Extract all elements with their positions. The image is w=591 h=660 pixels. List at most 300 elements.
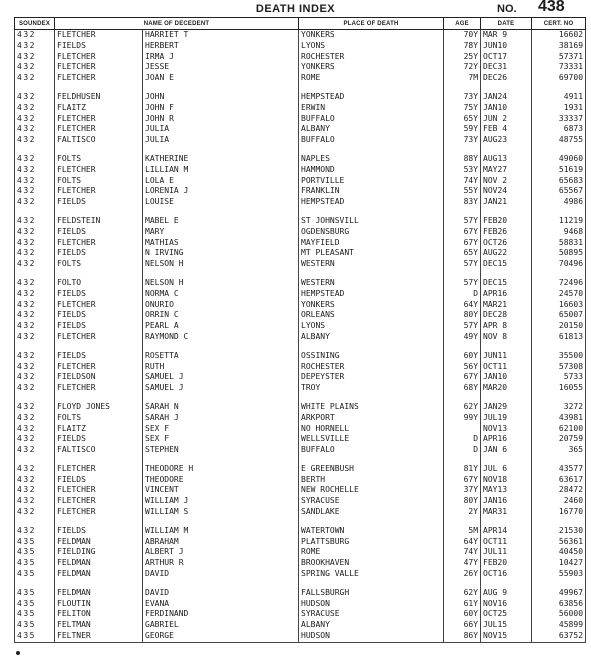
table-row xyxy=(15,41,586,52)
cell-soundex: 432 xyxy=(15,351,55,362)
cell-age: 62Y xyxy=(444,588,481,599)
col-header-place: PLACE OF DEATH xyxy=(299,18,444,30)
cell-date: APR 8 xyxy=(481,321,532,332)
cell-given: SAMUEL J xyxy=(143,383,299,394)
cell-cert: 10427 xyxy=(532,558,586,569)
cell-place: HEMPSTEAD xyxy=(299,197,444,208)
cell-date: JUN11 xyxy=(481,351,532,362)
cell-surname: FIELDS xyxy=(55,248,143,259)
cell-surname: FLETCHER xyxy=(55,496,143,507)
cell-place: SPRING VALLE xyxy=(299,569,444,580)
separator-cell xyxy=(481,270,532,278)
cell-date: DEC15 xyxy=(481,278,532,289)
separator-cell xyxy=(15,343,55,351)
cell-date: JAN10 xyxy=(481,103,532,114)
cell-age: 81Y xyxy=(444,464,481,475)
cell-soundex: 432 xyxy=(15,248,55,259)
cell-soundex: 432 xyxy=(15,383,55,394)
cell-cert: 43981 xyxy=(532,413,586,424)
cell-age xyxy=(444,424,481,435)
cell-surname: FELDMAN xyxy=(55,537,143,548)
cell-given: IRMA J xyxy=(143,52,299,63)
cell-cert: 62100 xyxy=(532,424,586,435)
table-row xyxy=(15,609,586,620)
cell-surname: FLETCHER xyxy=(55,362,143,373)
cell-cert: 73331 xyxy=(532,62,586,73)
cell-age: 75Y xyxy=(444,103,481,114)
separator-cell xyxy=(55,208,143,216)
separator-cell xyxy=(299,208,444,216)
table-row xyxy=(15,383,586,394)
cell-soundex: 432 xyxy=(15,464,55,475)
cell-date: APR16 xyxy=(481,434,532,445)
cell-date: OCT16 xyxy=(481,569,532,580)
cell-surname: FOLTS xyxy=(55,259,143,270)
cell-given: ARTHUR R xyxy=(143,558,299,569)
cell-soundex: 432 xyxy=(15,434,55,445)
cell-cert: 4986 xyxy=(532,197,586,208)
separator-cell xyxy=(532,270,586,278)
cell-age: 57Y xyxy=(444,216,481,227)
cell-cert: 16603 xyxy=(532,300,586,311)
cell-given: NELSON H xyxy=(143,278,299,289)
cell-given: NELSON H xyxy=(143,259,299,270)
cell-date: JAN29 xyxy=(481,402,532,413)
cell-cert: 2460 xyxy=(532,496,586,507)
cell-given: JOAN E xyxy=(143,73,299,84)
cell-date: APR14 xyxy=(481,526,532,537)
cell-surname: FIELDS xyxy=(55,227,143,238)
cell-date: DEC26 xyxy=(481,73,532,84)
cell-soundex: 432 xyxy=(15,197,55,208)
cell-soundex: 432 xyxy=(15,310,55,321)
cell-given: LOLA E xyxy=(143,176,299,187)
cell-place: ROME xyxy=(299,547,444,558)
cell-soundex: 432 xyxy=(15,332,55,343)
cell-surname: FELDMAN xyxy=(55,588,143,599)
cell-surname: FELDMAN xyxy=(55,558,143,569)
table-row xyxy=(15,227,586,238)
cell-age: 80Y xyxy=(444,496,481,507)
group-separator xyxy=(15,270,586,278)
cell-cert: 69700 xyxy=(532,73,586,84)
separator-cell xyxy=(143,84,299,92)
cell-date: MAR21 xyxy=(481,300,532,311)
table-row xyxy=(15,620,586,631)
cell-age: 74Y xyxy=(444,176,481,187)
cell-date: AUG23 xyxy=(481,135,532,146)
separator-cell xyxy=(532,456,586,464)
cell-surname: FOLTS xyxy=(55,176,143,187)
cell-place: PLATTSBURG xyxy=(299,537,444,548)
cell-given: MABEL E xyxy=(143,216,299,227)
cell-date: OCT17 xyxy=(481,52,532,63)
cell-surname: FIELDS xyxy=(55,526,143,537)
cell-surname: FIELDS xyxy=(55,289,143,300)
cell-soundex: 435 xyxy=(15,609,55,620)
cell-age: 62Y xyxy=(444,402,481,413)
cell-date: JAN16 xyxy=(481,496,532,507)
header-row xyxy=(15,18,586,30)
cell-place: YONKERS xyxy=(299,62,444,73)
cell-date: AUG13 xyxy=(481,154,532,165)
cell-given: N IRVING xyxy=(143,248,299,259)
cell-place: PORTVILLE xyxy=(299,176,444,187)
cell-age: 68Y xyxy=(444,383,481,394)
table-row xyxy=(15,197,586,208)
cell-given: NORMA C xyxy=(143,289,299,300)
cell-place: BUFFALO xyxy=(299,445,444,456)
cell-surname: FLETCHER xyxy=(55,62,143,73)
table-row xyxy=(15,300,586,311)
cell-cert: 49060 xyxy=(532,154,586,165)
separator-cell xyxy=(299,580,444,588)
cell-soundex: 435 xyxy=(15,620,55,631)
separator-cell xyxy=(299,518,444,526)
cell-surname: FELTMAN xyxy=(55,620,143,631)
cell-place: ROME xyxy=(299,73,444,84)
cell-given: EVANA xyxy=(143,599,299,610)
cell-place: OGDENSBURG xyxy=(299,227,444,238)
cell-date: JUN 2 xyxy=(481,114,532,125)
cell-date: NOV13 xyxy=(481,424,532,435)
cell-date: FEB20 xyxy=(481,558,532,569)
table-row xyxy=(15,537,586,548)
cell-given: JULIA xyxy=(143,124,299,135)
cell-given: SEX F xyxy=(143,424,299,435)
cell-given: STEPHEN xyxy=(143,445,299,456)
cell-age: D xyxy=(444,445,481,456)
cell-place: TROY xyxy=(299,383,444,394)
cell-surname: FLETCHER xyxy=(55,114,143,125)
cell-date: FEB26 xyxy=(481,227,532,238)
cell-age: 70Y xyxy=(444,30,481,41)
cell-date: MAR 9 xyxy=(481,30,532,41)
table-row xyxy=(15,547,586,558)
table-row xyxy=(15,526,586,537)
cell-surname: FLETCHER xyxy=(55,332,143,343)
table-row xyxy=(15,434,586,445)
cell-surname: FLETCHER xyxy=(55,485,143,496)
cell-surname: FLETCHER xyxy=(55,300,143,311)
col-header-cert: CERT. NO xyxy=(532,18,586,30)
cell-cert: 5733 xyxy=(532,372,586,383)
index-number-label: NO. xyxy=(497,3,517,15)
separator-cell xyxy=(532,84,586,92)
cell-surname: FLETCHER xyxy=(55,464,143,475)
cell-place: FALLSBURGH xyxy=(299,588,444,599)
cell-date: JUL15 xyxy=(481,620,532,631)
cell-date: FEB20 xyxy=(481,216,532,227)
group-separator xyxy=(15,343,586,351)
cell-surname: FIELDS xyxy=(55,197,143,208)
cell-age: 25Y xyxy=(444,52,481,63)
cell-soundex: 435 xyxy=(15,569,55,580)
cell-age: 80Y xyxy=(444,310,481,321)
separator-cell xyxy=(55,394,143,402)
cell-age: 26Y xyxy=(444,569,481,580)
cell-age: 53Y xyxy=(444,165,481,176)
cell-surname: FELTNER xyxy=(55,631,143,642)
cell-given: THEODORE xyxy=(143,475,299,486)
cell-given: ABRAHAM xyxy=(143,537,299,548)
cell-cert: 58831 xyxy=(532,238,586,249)
cell-place: LYONS xyxy=(299,41,444,52)
cell-surname: FLETCHER xyxy=(55,238,143,249)
cell-place: HEMPSTEAD xyxy=(299,92,444,103)
cell-place: WHITE PLAINS xyxy=(299,402,444,413)
table-row xyxy=(15,507,586,518)
cell-surname: FOLTO xyxy=(55,278,143,289)
cell-given: WILLIAM M xyxy=(143,526,299,537)
separator-cell xyxy=(15,580,55,588)
cell-surname: FOLTS xyxy=(55,154,143,165)
cell-given: SEX F xyxy=(143,434,299,445)
cell-age: 99Y xyxy=(444,413,481,424)
group-separator xyxy=(15,208,586,216)
cell-date: NOV15 xyxy=(481,631,532,642)
cell-surname: FLETCHER xyxy=(55,30,143,41)
separator-cell xyxy=(143,456,299,464)
group-separator xyxy=(15,580,586,588)
cell-age: 61Y xyxy=(444,599,481,610)
separator-cell xyxy=(55,146,143,154)
cell-place: YONKERS xyxy=(299,300,444,311)
cell-date: JAN10 xyxy=(481,372,532,383)
table-row xyxy=(15,216,586,227)
cell-place: HUDSON xyxy=(299,599,444,610)
cell-surname: FIELDS xyxy=(55,321,143,332)
cell-given: GABRIEL xyxy=(143,620,299,631)
cell-given: ROSETTA xyxy=(143,351,299,362)
table-row xyxy=(15,424,586,435)
cell-place: SYRACUSE xyxy=(299,609,444,620)
cell-cert: 51619 xyxy=(532,165,586,176)
table-row xyxy=(15,103,586,114)
cell-cert: 20759 xyxy=(532,434,586,445)
table-row xyxy=(15,475,586,486)
cell-date: JAN 6 xyxy=(481,445,532,456)
cell-cert: 9468 xyxy=(532,227,586,238)
cell-age: 5M xyxy=(444,526,481,537)
cell-age: 57Y xyxy=(444,259,481,270)
punch-dot xyxy=(16,651,20,655)
cell-cert: 16602 xyxy=(532,30,586,41)
cell-age: 56Y xyxy=(444,362,481,373)
table-row xyxy=(15,124,586,135)
cell-given: ORRIN C xyxy=(143,310,299,321)
cell-date: MAR20 xyxy=(481,383,532,394)
cell-cert: 48755 xyxy=(532,135,586,146)
cell-given: DAVID xyxy=(143,588,299,599)
table-row xyxy=(15,248,586,259)
table-row xyxy=(15,321,586,332)
separator-cell xyxy=(299,394,444,402)
index-number: 438 xyxy=(538,0,565,15)
group-separator xyxy=(15,146,586,154)
cell-cert: 49967 xyxy=(532,588,586,599)
cell-given: JESSE xyxy=(143,62,299,73)
table-row xyxy=(15,73,586,84)
cell-surname: FALTISCO xyxy=(55,135,143,146)
cell-cert: 63752 xyxy=(532,631,586,642)
table-row xyxy=(15,176,586,187)
table-body xyxy=(15,30,586,643)
cell-place: SANDLAKE xyxy=(299,507,444,518)
cell-place: LYONS xyxy=(299,321,444,332)
cell-cert: 35500 xyxy=(532,351,586,362)
cell-cert: 65007 xyxy=(532,310,586,321)
cell-place: YONKERS xyxy=(299,30,444,41)
cell-soundex: 432 xyxy=(15,165,55,176)
cell-cert: 50895 xyxy=(532,248,586,259)
cell-place: DEPEYSTER xyxy=(299,372,444,383)
separator-cell xyxy=(444,518,481,526)
cell-given: VINCENT xyxy=(143,485,299,496)
table-row xyxy=(15,259,586,270)
cell-age: 88Y xyxy=(444,154,481,165)
separator-cell xyxy=(15,208,55,216)
cell-place: BUFFALO xyxy=(299,135,444,146)
cell-place: ARKPORT xyxy=(299,413,444,424)
cell-cert: 56000 xyxy=(532,609,586,620)
cell-given: SARAH N xyxy=(143,402,299,413)
cell-date: OCT26 xyxy=(481,238,532,249)
cell-date: MAR31 xyxy=(481,507,532,518)
table-row xyxy=(15,332,586,343)
cell-age: 64Y xyxy=(444,537,481,548)
cell-soundex: 435 xyxy=(15,588,55,599)
cell-surname: FLETCHER xyxy=(55,52,143,63)
table-row xyxy=(15,278,586,289)
cell-surname: FLAITZ xyxy=(55,424,143,435)
table-row xyxy=(15,238,586,249)
separator-cell xyxy=(481,456,532,464)
cell-age: 74Y xyxy=(444,547,481,558)
table-row xyxy=(15,362,586,373)
cell-date: JUL19 xyxy=(481,413,532,424)
separator-cell xyxy=(143,518,299,526)
cell-given: LORENIA J xyxy=(143,186,299,197)
separator-cell xyxy=(532,580,586,588)
separator-cell xyxy=(299,146,444,154)
cell-cert: 16055 xyxy=(532,383,586,394)
cell-soundex: 432 xyxy=(15,62,55,73)
cell-age: 60Y xyxy=(444,351,481,362)
cell-given: SARAH J xyxy=(143,413,299,424)
cell-place: HEMPSTEAD xyxy=(299,289,444,300)
cell-cert: 63617 xyxy=(532,475,586,486)
cell-age: 47Y xyxy=(444,558,481,569)
table-row xyxy=(15,402,586,413)
cell-place: MAYFIELD xyxy=(299,238,444,249)
cell-age: 66Y xyxy=(444,620,481,631)
cell-soundex: 432 xyxy=(15,259,55,270)
cell-age: 67Y xyxy=(444,475,481,486)
cell-place: SYRACUSE xyxy=(299,496,444,507)
cell-surname: FIELDS xyxy=(55,351,143,362)
cell-age: 60Y xyxy=(444,609,481,620)
cell-soundex: 432 xyxy=(15,186,55,197)
cell-age: 7M xyxy=(444,73,481,84)
cell-date: JAN24 xyxy=(481,92,532,103)
table-row xyxy=(15,464,586,475)
cell-place: NEW ROCHELLE xyxy=(299,485,444,496)
cell-cert: 11219 xyxy=(532,216,586,227)
cell-place: ORLEANS xyxy=(299,310,444,321)
separator-cell xyxy=(143,343,299,351)
separator-cell xyxy=(15,456,55,464)
separator-cell xyxy=(444,580,481,588)
cell-cert: 365 xyxy=(532,445,586,456)
cell-age: 59Y xyxy=(444,124,481,135)
table-row xyxy=(15,165,586,176)
cell-place: ROCHESTER xyxy=(299,362,444,373)
cell-date: AUG22 xyxy=(481,248,532,259)
cell-age: 49Y xyxy=(444,332,481,343)
cell-place: WESTERN xyxy=(299,259,444,270)
table-row xyxy=(15,413,586,424)
cell-age: D xyxy=(444,434,481,445)
cell-given: KATHERINE xyxy=(143,154,299,165)
cell-place: ERWIN xyxy=(299,103,444,114)
cell-age: 37Y xyxy=(444,485,481,496)
cell-given: JULIA xyxy=(143,135,299,146)
cell-cert: 57371 xyxy=(532,52,586,63)
separator-cell xyxy=(444,84,481,92)
separator-cell xyxy=(55,456,143,464)
cell-soundex: 432 xyxy=(15,445,55,456)
cell-given: HARRIET T xyxy=(143,30,299,41)
cell-cert: 4911 xyxy=(532,92,586,103)
separator-cell xyxy=(481,208,532,216)
table-row xyxy=(15,485,586,496)
cell-soundex: 432 xyxy=(15,114,55,125)
cell-age: 65Y xyxy=(444,248,481,259)
cell-soundex: 432 xyxy=(15,73,55,84)
separator-cell xyxy=(15,270,55,278)
cell-cert: 61813 xyxy=(532,332,586,343)
cell-cert: 3272 xyxy=(532,402,586,413)
cell-age: 86Y xyxy=(444,631,481,642)
cell-given: LILLIAN M xyxy=(143,165,299,176)
cell-date: NOV16 xyxy=(481,599,532,610)
group-separator xyxy=(15,518,586,526)
cell-cert: 24570 xyxy=(532,289,586,300)
cell-surname: FLOYD JONES xyxy=(55,402,143,413)
cell-place: ALBANY xyxy=(299,620,444,631)
cell-soundex: 432 xyxy=(15,41,55,52)
cell-cert: 55903 xyxy=(532,569,586,580)
cell-place: HAMMOND xyxy=(299,165,444,176)
separator-cell xyxy=(15,394,55,402)
separator-cell xyxy=(532,343,586,351)
cell-age: 83Y xyxy=(444,197,481,208)
separator-cell xyxy=(481,518,532,526)
cell-date: DEC15 xyxy=(481,259,532,270)
cell-given: JOHN R xyxy=(143,114,299,125)
table-row xyxy=(15,445,586,456)
cell-given: WILLIAM S xyxy=(143,507,299,518)
cell-soundex: 432 xyxy=(15,124,55,135)
cell-soundex: 432 xyxy=(15,402,55,413)
cell-soundex: 435 xyxy=(15,599,55,610)
cell-soundex: 432 xyxy=(15,52,55,63)
cell-place: ROCHESTER xyxy=(299,52,444,63)
table-row xyxy=(15,631,586,642)
cell-soundex: 435 xyxy=(15,547,55,558)
col-header-name: NAME OF DECEDENT xyxy=(55,18,299,30)
